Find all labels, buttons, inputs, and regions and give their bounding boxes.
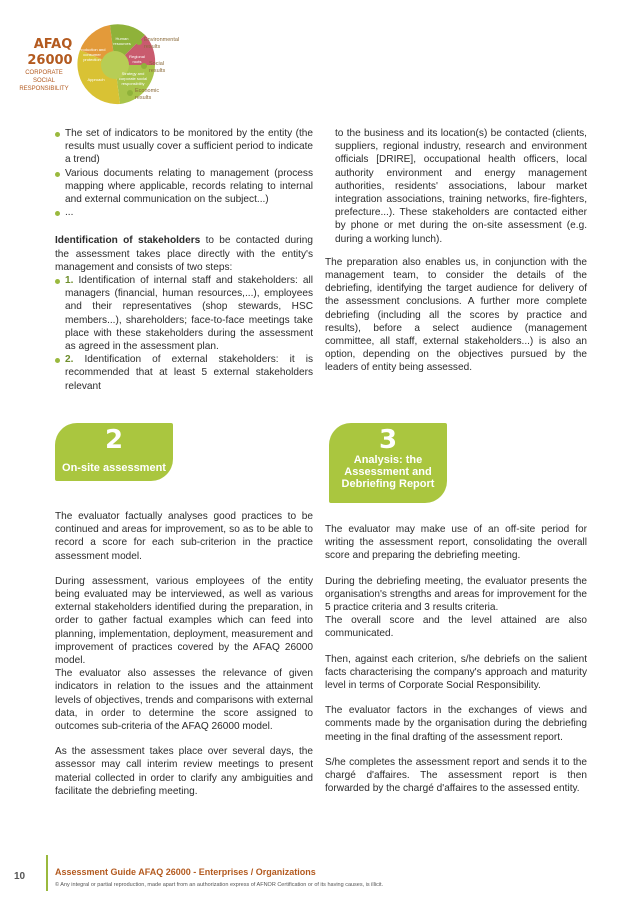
- logo-subtitle-line1: CORPORATE SOCIAL: [25, 70, 63, 84]
- page-number: 10: [14, 871, 26, 882]
- bullet-icon: [55, 132, 60, 137]
- paragraph: The evaluator factually analyses good practices to be continued and areas for improvement, so as to be able to record a score for each sub-criterion in the practice assessment model.: [55, 511, 313, 562]
- section-title-line2: Assessment and: [344, 466, 432, 478]
- paragraph: The overall score and the level attained are also communicated.: [325, 615, 587, 640]
- social-results-label: Social results: [149, 61, 166, 74]
- list-item: [55, 206, 313, 219]
- list-item-text: ...: [65, 207, 74, 219]
- paragraph: The evaluator also assesses the relevance of given indicators in relation to the issues and the attainment levels of objectives, trends and comparisons with external data, in order to determine the score assigned to outcomes sub-criteria of the AFAQ 26000 model.: [55, 668, 313, 733]
- paragraph: The evaluator may make use of an off-site period for writing the assessment report, consolidating the overall score and preparing the debriefing meeting.: [325, 524, 587, 562]
- paragraph: As the assessment takes place over several days, the assessor may call interim review meetings to present material collected in order to clarify any ambiguities and facilitate the debriefing meeting.: [55, 746, 313, 797]
- preparation-paragraph: The preparation also enables us, in conjunction with the management team, to consider the details of the debriefing, identifying the target audience for delivery of the assessment conclusions. A further more complete debriefing (including all the scores by practice and results), before a select audience (management committee, all staff, external stakeholders...) is also an option, depending on the objectives pursued by the leaders of entity being assessed.: [325, 256, 587, 374]
- stakeholders-heading: Identification of stakeholders: [55, 235, 201, 247]
- paragraph: During assessment, various employees of the entity being evaluated may be interviewed, as well as various external stakeholders identified during the preparation, in order to gather factual examples which can feed into planning, implementation, deployment, measurement and improvement of practices covered by the AFAQ 26000 model.: [55, 575, 313, 667]
- step-number: 1.: [65, 275, 74, 287]
- bullet-icon: [55, 358, 60, 363]
- paragraph: During the debriefing meeting, the evaluator presents the organisation's strengths and areas for improvement for the 5 practice criteria and 3 results criteria.: [325, 575, 587, 614]
- footer-title: Assessment Guide AFAQ 26000 - Enterprises / Organizations: [55, 867, 316, 877]
- section-title-line3: Debriefing Report: [341, 478, 435, 490]
- list-item: [55, 274, 313, 353]
- segment-label-hr: Human resources: [113, 36, 131, 46]
- section-2-text: [55, 510, 313, 798]
- segment-label-approach: Approach: [87, 77, 105, 82]
- list-item: [55, 167, 313, 207]
- step-text: Identification of external stakeholders: it is recommended that at least 5 external stakeholders relevant: [65, 354, 313, 392]
- bullet-icon: [55, 279, 60, 284]
- section-title-line1: Analysis: the: [353, 454, 423, 466]
- list-item: [55, 353, 313, 393]
- segment-label-regional: Regional roots: [129, 54, 145, 64]
- section-3-text: [325, 523, 587, 795]
- logo-number: 26000: [27, 53, 73, 68]
- paragraph: The evaluator factors in the exchanges of views and comments made by the organisation during the debriefing meeting in the final drafting of the assessment report.: [325, 705, 587, 743]
- segment-label-production: Production and consumer protection: [78, 47, 106, 62]
- environmental-results-label: Environmental results: [144, 37, 180, 50]
- stakeholders-text: to be contacted during the assessment takes place directly with the entity's management and consists of two steps:: [55, 235, 313, 273]
- stakeholders-paragraph: [55, 234, 313, 274]
- bullet-icon: [55, 211, 60, 216]
- section-2-badge: [55, 423, 173, 481]
- results-bullet-icon: [136, 39, 142, 45]
- segment-label-strategy: Strategy and corporate social responsibility: [118, 71, 148, 86]
- section-number: 2: [104, 425, 124, 455]
- step-text: Identification of internal staff and stakeholders: all managers (financial, human resources,...), employees and their representatives (shop stewards, HSC members...), shareholders; face-to-face meetings take place with these stakeholders during the assessment as agreed in the assessment plan.: [65, 275, 313, 353]
- right-top-column: [325, 127, 587, 375]
- results-bullet-icon: [127, 90, 133, 96]
- bullet-icon: [55, 172, 60, 177]
- logo-subtitle-line2: RESPONSIBILITY: [19, 86, 69, 92]
- left-top-column: [55, 127, 313, 393]
- list-item-text: The set of indicators to be monitored by the entity (the results must usually cover a sufficient period to indicate a trend): [65, 128, 313, 166]
- paragraph: S/he completes the assessment report and sends it to the chargé d'affaires. The assessment report is then forwarded by the chargé d'affaires to the assessed entity.: [325, 756, 587, 795]
- logo-title: AFAQ: [33, 37, 73, 52]
- section-3-badge: [329, 423, 447, 503]
- section-title: On-site assessment: [62, 462, 166, 474]
- paragraph: Then, against each criterion, s/he debriefs on the salient facts characterising the company's approach and maturity level in terms of Corporate Social Responsibility.: [325, 653, 587, 692]
- section-number: 3: [378, 425, 398, 455]
- step-number: 2.: [65, 354, 74, 366]
- stakeholders-continuation: to the business and its location(s) be contacted (clients, suppliers, regional industry, research and environment officials [DRIRE], occupational health officers, local authority environment and energy management authorities, residents' associations, labour market integration associations, training networks, fire-fighters, prefecture...). These stakeholders are contacted either by phone or met during the on-site assessment (e.g. during a working lunch).: [335, 128, 587, 245]
- list-item: [55, 127, 313, 167]
- economic-results-label: Economic results: [135, 88, 160, 101]
- footer-copyright: © Any integral or partial reproduction, made apart from an authorization express of AFNOR Certification or of its having causes, is illicit.: [55, 882, 384, 888]
- results-bullet-icon: [141, 63, 147, 69]
- list-item-text: Various documents relating to management (process mapping where applicable, records relating to internal and external communication on the subject...): [65, 167, 313, 206]
- footer-divider: [46, 855, 48, 891]
